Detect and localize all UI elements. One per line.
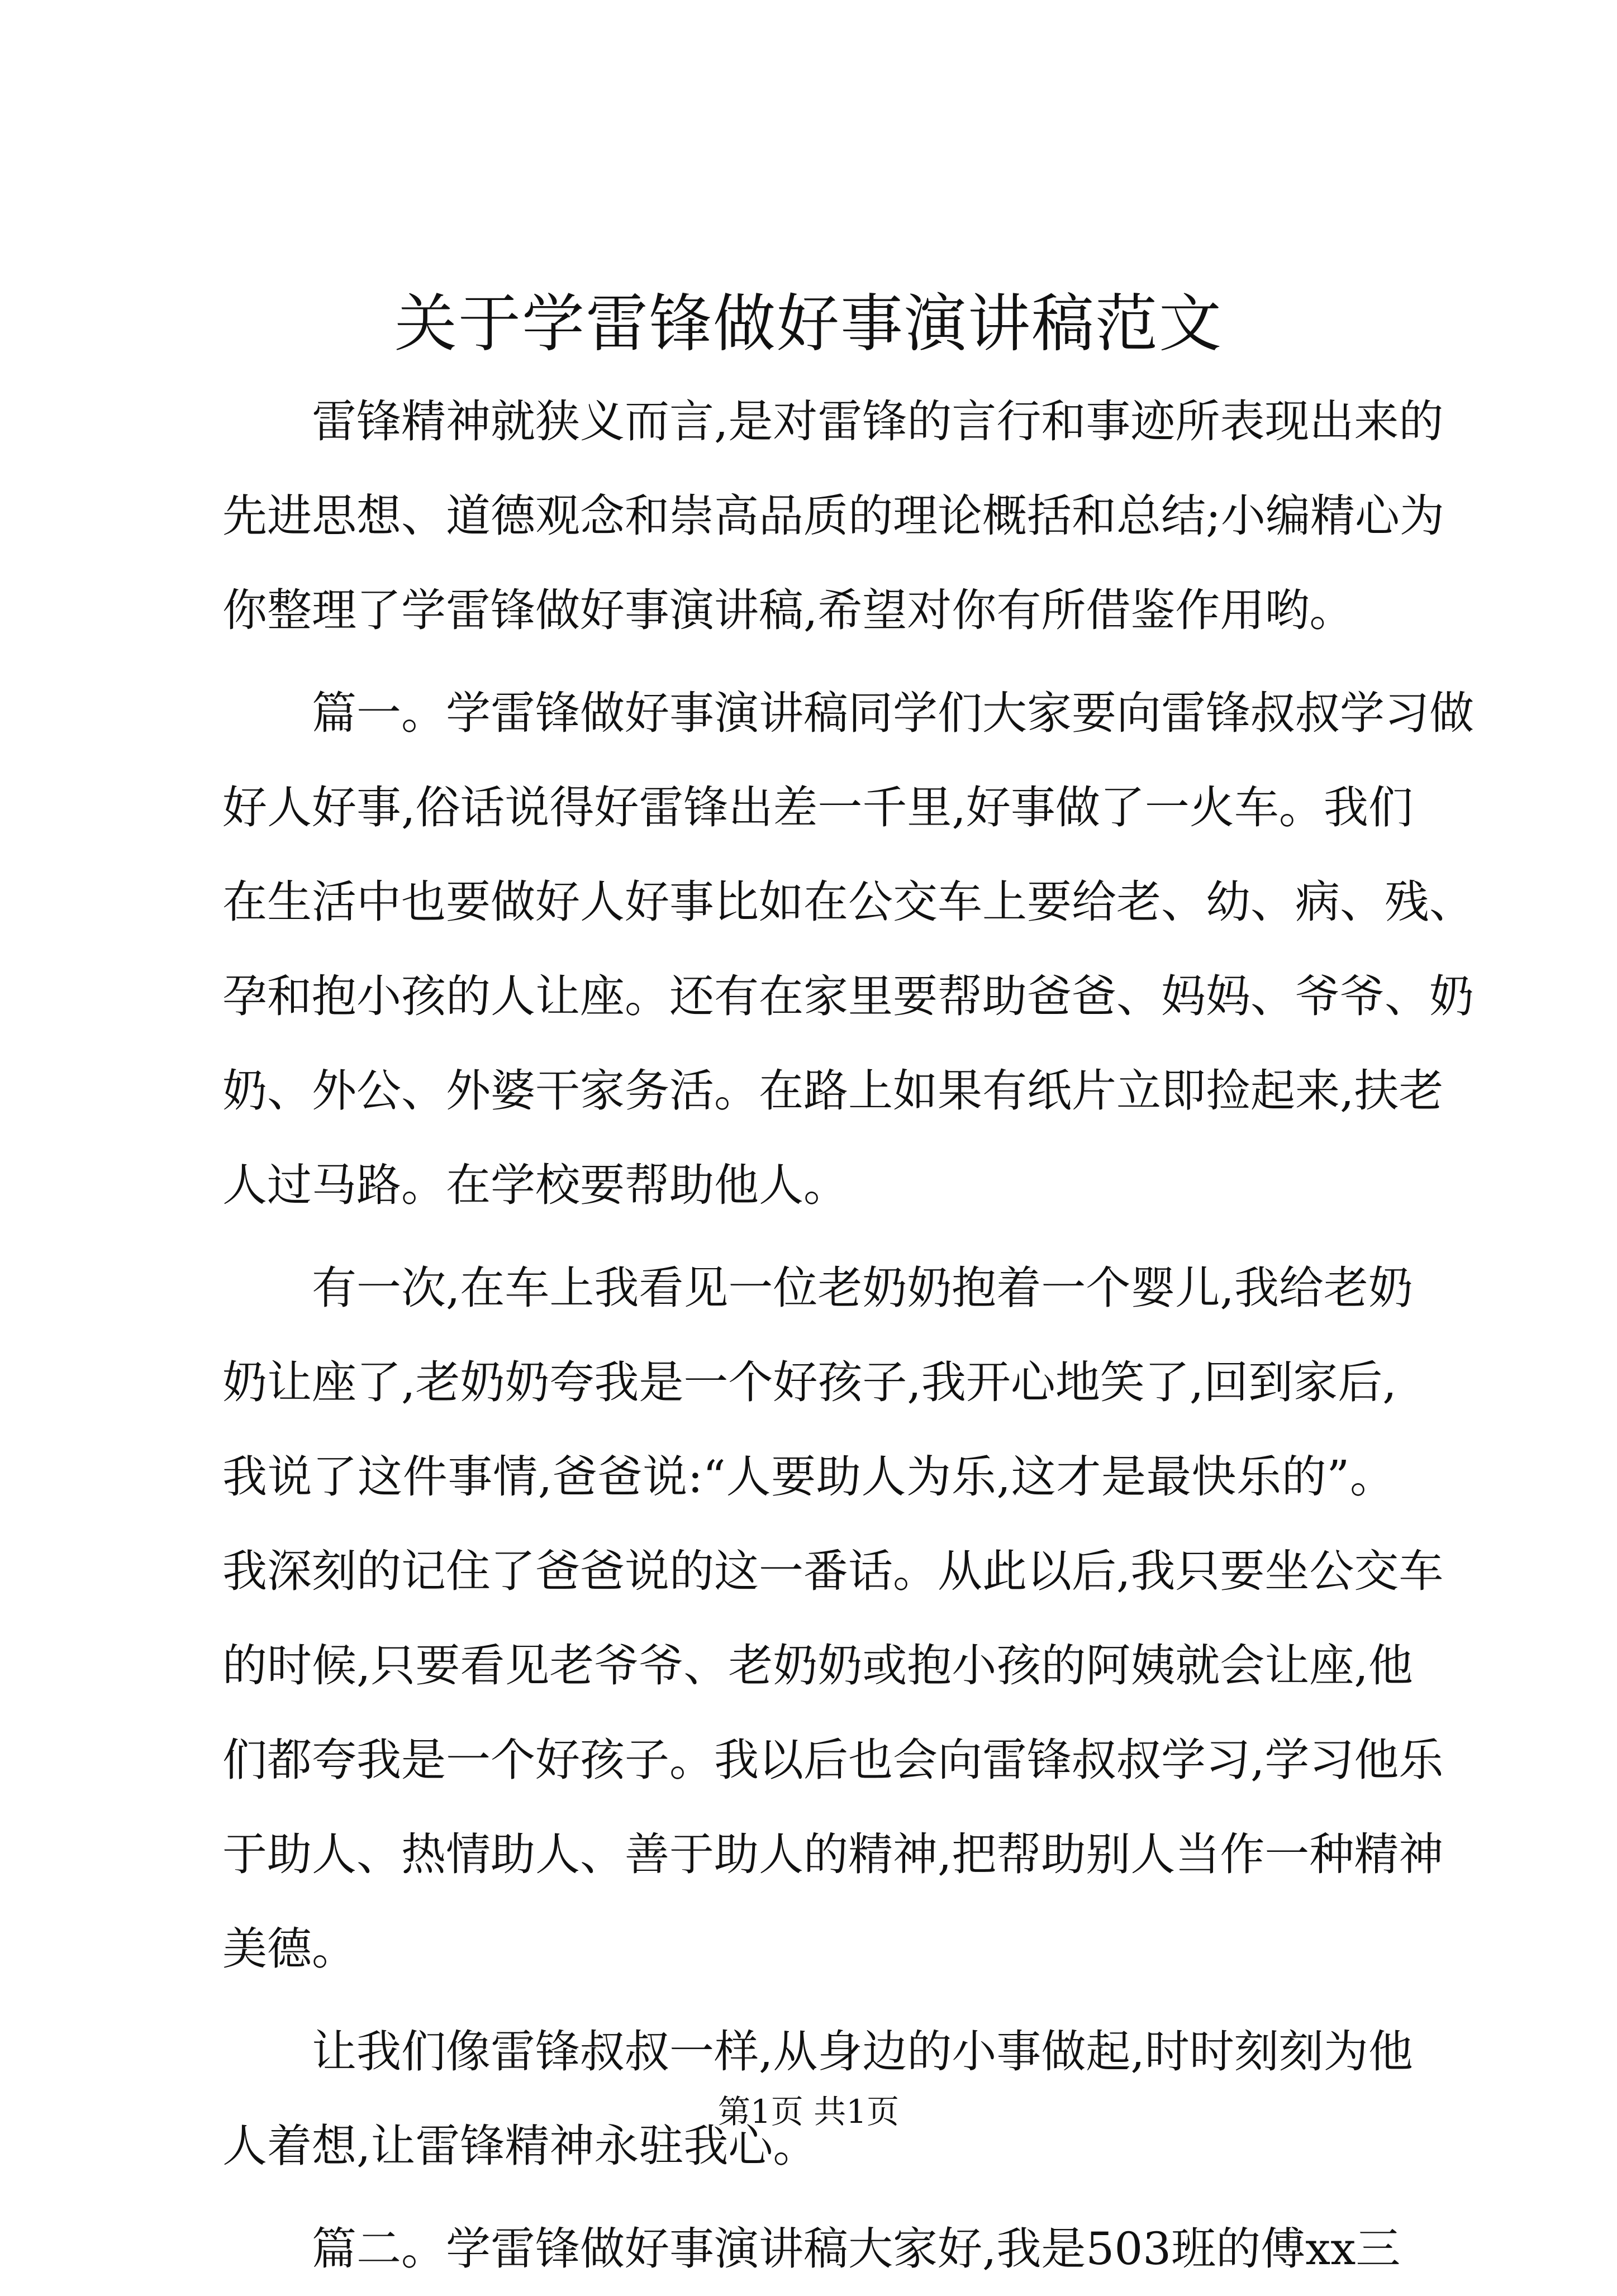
- text-line: 美德。: [222, 1923, 356, 1975]
- text-line: 人着想,让雷锋精神永驻我心。: [222, 2120, 818, 2172]
- text-line: 我深刻的记住了爸爸说的这一番话。从此以后,我只要坐公交车: [222, 1545, 1444, 1597]
- text-line: 人过马路。在学校要帮助他人。: [222, 1159, 848, 1211]
- text-line: 奶让座了,老奶奶夸我是一个好孩子,我开心地笑了,回到家后,: [222, 1356, 1397, 1408]
- text-line: 们都夸我是一个好孩子。我以后也会向雷锋叔叔学习,学习他乐: [222, 1734, 1444, 1786]
- text-line: 篇一。学雷锋做好事演讲稿同学们大家要向雷锋叔叔学习做: [312, 687, 1474, 739]
- page-footer: 第1页 共1页: [717, 2093, 900, 2131]
- text-line: 篇二。学雷锋做好事演讲稿大家好,我是503班的傅xx三: [312, 2223, 1401, 2275]
- text-line: 在生活中也要做好人好事比如在公交车上要给老、幼、病、残、: [222, 876, 1474, 928]
- text-line: 雷锋精神就狭义而言,是对雷锋的言行和事迹所表现出来的: [312, 396, 1444, 447]
- text-line: 于助人、热情助人、善于助人的精神,把帮助别人当作一种精神: [222, 1828, 1444, 1880]
- document-body: [222, 374, 1474, 2296]
- text-line: 让我们像雷锋叔叔一样,从身边的小事做起,时时刻刻为他: [312, 2026, 1413, 2078]
- text-line: 先进思想、道德观念和崇高品质的理论概括和总结;小编精心为: [222, 490, 1444, 542]
- text-line: 的时候,只要看见老爷爷、老奶奶或抱小孩的阿姨就会让座,他: [222, 1640, 1413, 1692]
- text-line: 有一次,在车上我看见一位老奶奶抱着一个婴儿,我给老奶: [312, 1262, 1413, 1314]
- document-title: 关于学雷锋做好事演讲稿范文: [394, 288, 1223, 360]
- text-line: 你整理了学雷锋做好事演讲稿,希望对你有所借鉴作用哟。: [222, 584, 1354, 636]
- text-line: 好人好事,俗话说得好雷锋出差一千里,好事做了一火车。我们: [222, 782, 1413, 833]
- text-line: 奶、外公、外婆干家务活。在路上如果有纸片立即捡起来,扶老: [222, 1065, 1444, 1117]
- text-line: 我说了这件事情,爸爸说:“人要助人为乐,这才是最快乐的”。: [222, 1451, 1395, 1503]
- text-line: 孕和抱小孩的人让座。还有在家里要帮助爸爸、妈妈、爷爷、奶: [222, 970, 1474, 1022]
